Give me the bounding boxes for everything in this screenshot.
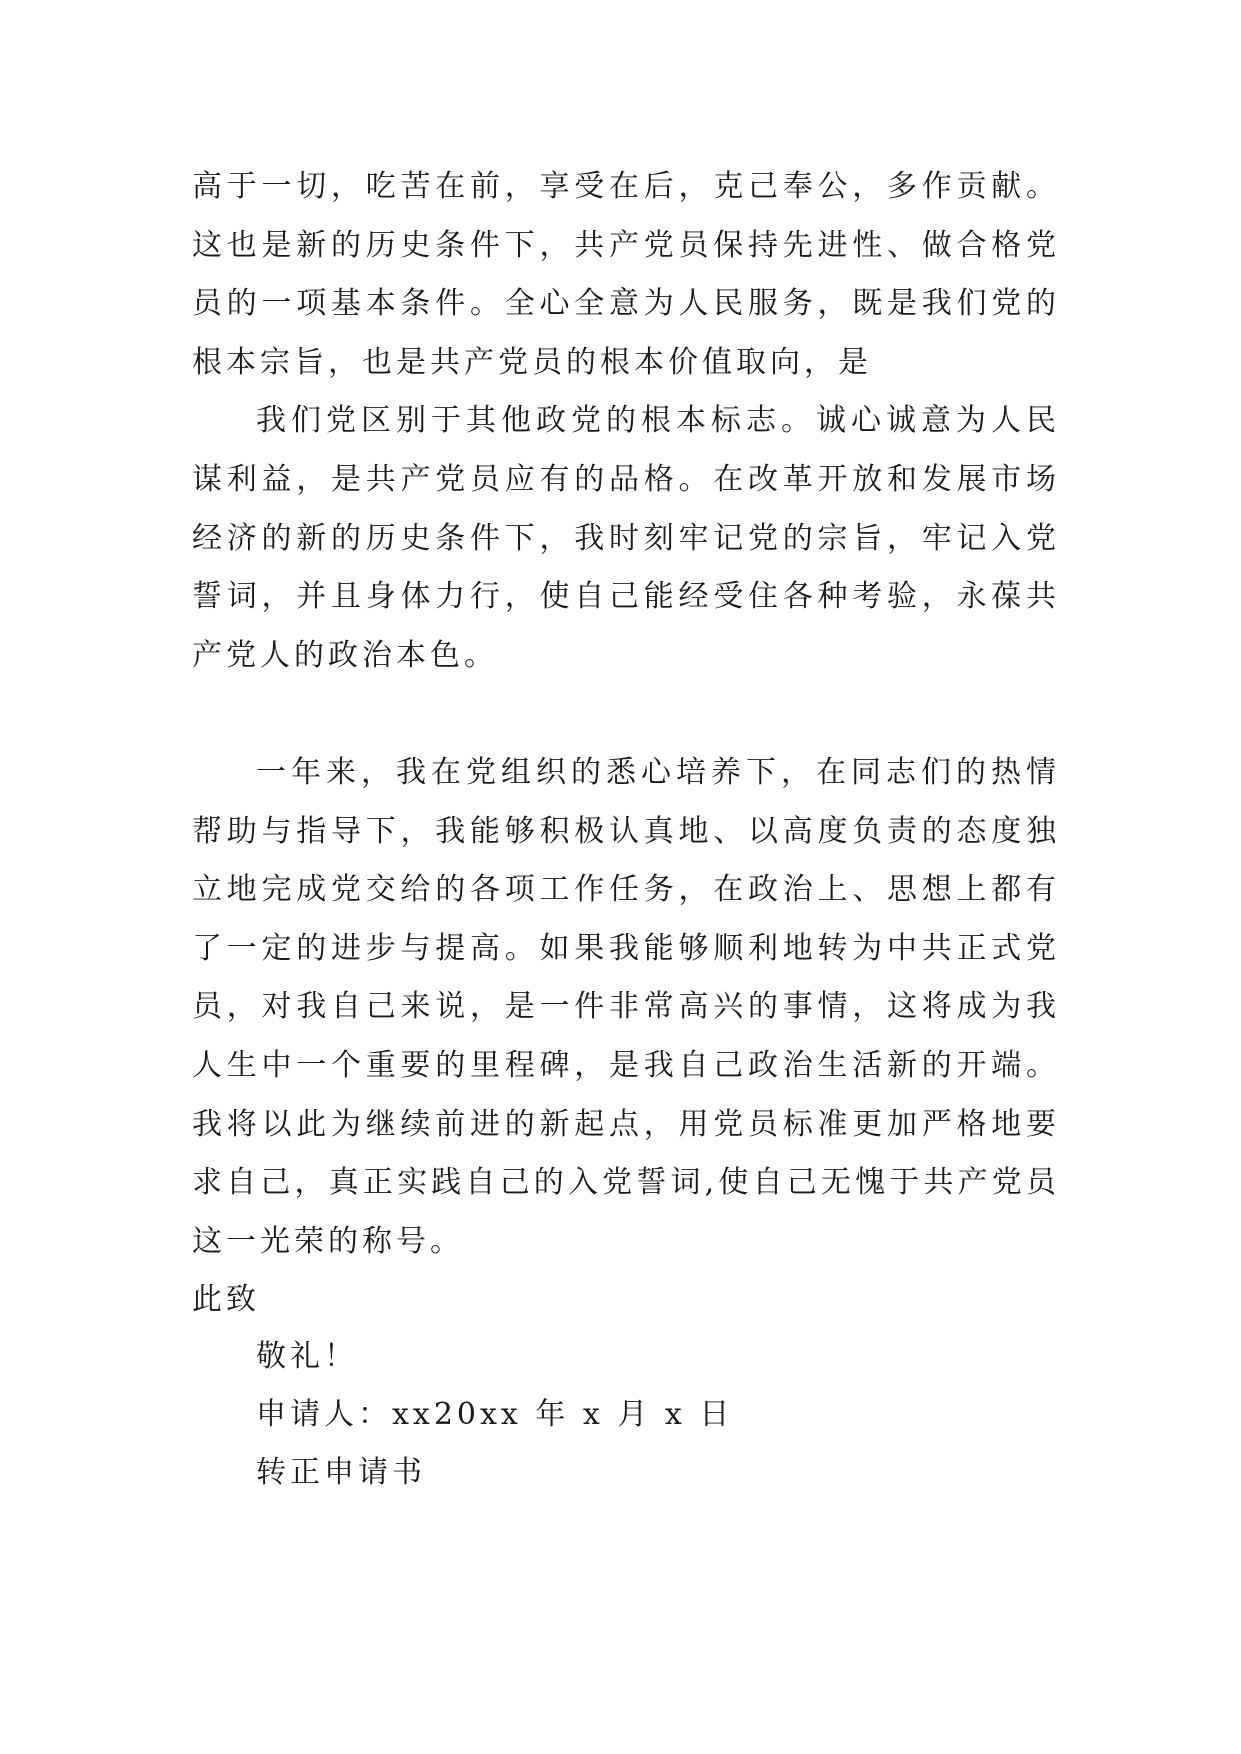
document-title-footer: 转正申请书: [256, 1455, 426, 1490]
applicant-signature-date: 申请人：xx20xx 年 x 月 x 日: [256, 1397, 734, 1432]
salutation-cizhi: 此致: [192, 1282, 260, 1318]
paragraph-2: 我们党区别于其他政党的根本标志。诚心诚意为人民谋利益，是共产党员应有的品格。在改革开放和发展市场经济的新的历史条件下，我时刻牢记党的宗旨，牢记入党誓词，并且身体力行，使自己能经受住各种考验，永葆共产党人的政治本色。: [192, 403, 1060, 673]
closing-regards: 敬礼！: [256, 1339, 358, 1374]
paragraph-1: 高于一切，吃苦在前，享受在后，克己奉公，多作贡献。这也是新的历史条件下，共产党员保持先进性、做合格党员的一项基本条件。全心全意为人民服务，既是我们党的根本宗旨，也是共产党员的根本价值取向，是: [192, 169, 1060, 380]
paragraph-3: 一年来，我在党组织的悉心培养下，在同志们的热情帮助与指导下，我能够积极认真地、以高度负责的态度独立地完成党交给的各项工作任务，在政治上、思想上都有了一定的进步与提高。如果我能够顺利地转为中共正式党员，对我自己来说，是一件非常高兴的事情，这将成为我人生中一个重要的里程碑，是我自己政治生活新的开端。我将以此为继续前进的新起点，用党员标准更加严格地要求自己，真正实践自己的入党誓词,使自己无愧于共产党员这一光荣的称号。: [192, 755, 1060, 1259]
body-text-lower: [192, 744, 1060, 1330]
body-text-upper: [192, 158, 1060, 685]
